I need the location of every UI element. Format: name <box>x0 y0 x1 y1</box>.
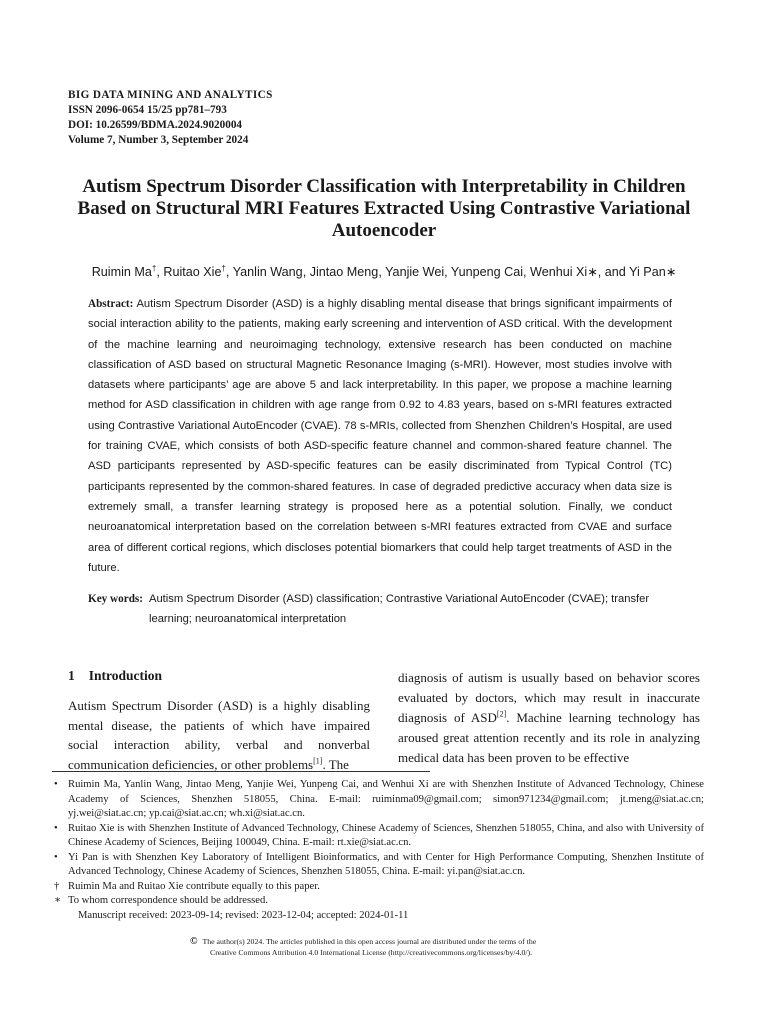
author-name: Yi Pan <box>629 265 666 280</box>
intro-right-text: diagnosis of autism is usually based on behavior scores evaluated by doctors, which may result in inaccurate diagnosis of ASD <box>398 670 700 726</box>
manuscript-dates: Manuscript received: 2023-09-14; revised: 2023-12-04; accepted: 2024-01-11 <box>78 909 409 921</box>
footnote-bullet: • <box>54 822 58 834</box>
footnote-bullet: • <box>54 779 58 790</box>
intro-left-column <box>68 696 370 774</box>
citation-ref[interactable]: [2] <box>496 709 507 719</box>
author-mark: † <box>151 264 157 273</box>
footnote <box>54 880 704 895</box>
abstract-label: Abstract: <box>88 298 134 310</box>
author-separator: , <box>378 265 386 280</box>
keywords <box>88 590 672 629</box>
author-mark: † <box>221 264 226 273</box>
license-line-1: The author(s) 2024. The articles published in this open access journal are distributed under the terms of the <box>202 937 537 946</box>
footnote-mark: ∗ <box>54 895 62 906</box>
intro-right-column <box>398 668 700 768</box>
author-separator: , <box>302 265 310 280</box>
footnote-bullet: • <box>54 851 58 863</box>
author-name: Ruimin Ma <box>91 265 152 280</box>
intro-left-text: Autism Spectrum Disorder (ASD) is a highly disabling mental disease, the patients of which have impaired social interaction ability, verbal and nonverbal communication deficiencies, or other problems <box>68 698 370 772</box>
volume-line: Volume 7, Number 3, September 2024 <box>68 134 249 146</box>
footnote-text: Ruimin Ma and Ruitao Xie contribute equally to this paper. <box>68 880 320 892</box>
author <box>385 265 451 279</box>
journal-name: BIG DATA MINING AND ANALYTICS <box>68 89 273 101</box>
intro-left-tail: . The <box>322 756 349 772</box>
author-name: Yanjie Wei <box>385 265 445 280</box>
author-separator: , <box>225 265 233 280</box>
author <box>451 265 530 279</box>
author <box>530 265 629 279</box>
author <box>163 265 232 279</box>
author-separator: , and <box>597 265 630 280</box>
author <box>92 265 164 279</box>
footnote-text: Yi Pan is with Shenzhen Key Laboratory of Intelligent Bioinformatics, and with Center for High Performance Computing, Shenzhen Institute of Advanced Technology, Chinese Academy of Sciences, Shenzhen 518055, China. E-mail: yi.pan@siat.ac.cn. <box>68 851 704 877</box>
citation-ref[interactable]: [1] <box>313 756 323 766</box>
keywords-label: Key words: <box>88 593 143 605</box>
issn-line: ISSN 2096-0654 15/25 pp781–793 <box>68 104 227 116</box>
author-mark: ∗ <box>587 265 598 280</box>
footnote <box>54 851 704 880</box>
footnote <box>54 778 704 822</box>
journal-header <box>68 88 273 148</box>
abstract-text: Autism Spectrum Disorder (ASD) is a highly disabling mental disease that brings significant impairments of social interaction ability to the patients, making early screening and intervention of ASD critical. With the development of the machine learning and neuroimaging technology, extensive research has been conducted on machine classification of ASD based on structural Magnetic Resonance Imaging (s-MRI). However, most studies involve with datasets where participants’ age are above 5 and lack interpretability. In this paper, we propose a machine learning method for ASD classification in children with age range from 0.92 to 4.83 years, based on s-MRI features extracted using Contrastive Variational AutoEncoder (CVAE). 78 s-MRIs, collected from Shenzhen Children’s Hospital, are used for training CVAE, which consists of both ASD-specific feature channel and common-shared feature channel. The ASD participants represented by ASD-specific features can be easily discriminated from Typical Control (TC) participants represented by the common-shared features. In case of degraded predictive accuracy when data size is extremely small, a transfer learning strategy is proposed here as a potential solution. Finally, we conduct neuroanatomical interpretation based on the correlation between s-MRI features extracted from CVAE and surface area of different cortical regions, which discloses potential biomarkers that could help target treatments of ASD in the future. <box>88 298 672 574</box>
author-name: Ruitao Xie <box>163 265 222 280</box>
author <box>310 265 385 279</box>
author <box>233 265 310 279</box>
footnote-text: Ruimin Ma, Yanlin Wang, Jintao Meng, Yanjie Wei, Yunpeng Cai, and Wenhui Xi are with Shenzhen Institute of Advanced Technology, Chinese Academy of Sciences, Shenzhen 518055, China. E-mail: ruiminma09@gmail.com; simon971234@gmail.com; jt.meng@siat.ac.cn; yj.wei@siat.ac.cn; yp.cai@siat.ac.cn; wh.xi@siat.ac.cn. <box>68 779 704 819</box>
footnote-divider <box>52 771 430 772</box>
section-heading <box>68 668 162 684</box>
license-notice <box>190 936 590 958</box>
author-list <box>40 264 728 279</box>
section-number: 1 <box>68 668 75 683</box>
keywords-text: Autism Spectrum Disorder (ASD) classification; Contrastive Variational AutoEncoder (CVAE); transfer learning; neuroanatomical interpretation <box>149 593 650 625</box>
section-title: Introduction <box>88 668 163 683</box>
footnotes <box>54 778 704 923</box>
abstract <box>88 294 672 578</box>
author-name: Jintao Meng <box>309 265 379 280</box>
footnote <box>54 822 704 851</box>
doi-line: DOI: 10.26599/BDMA.2024.9020004 <box>68 119 243 131</box>
author-separator: , <box>523 265 531 280</box>
paper-title: Autism Spectrum Disorder Classification with Interpretability in Children Based on Structural MRI Features Extracted Using Contrastive Variational Autoencoder <box>77 176 691 241</box>
footnote <box>54 894 704 909</box>
footnote-mark: † <box>54 880 60 892</box>
author-name: Wenhui Xi <box>530 265 588 280</box>
author-name: Yunpeng Cai <box>450 265 524 280</box>
author <box>629 265 676 279</box>
footnote-text: To whom correspondence should be addressed. <box>68 895 268 906</box>
license-line-2: Creative Commons Attribution 4.0 International License (http://creativecommons.org/licenses/by/4.0/). <box>210 948 533 957</box>
author-mark: ∗ <box>665 265 677 280</box>
author-separator: , <box>156 265 164 280</box>
author-separator: , <box>444 265 451 280</box>
author-name: Yanlin Wang <box>232 265 303 280</box>
copyright-icon: © <box>190 936 198 947</box>
intro-right-tail: . Machine learning technology has aroused great attention recently and its role in analyzing medical data has been proven to be effective <box>398 710 700 766</box>
footnote-text: Ruitao Xie is with Shenzhen Institute of Advanced Technology, Chinese Academy of Sciences, Shenzhen 518055, China, and also with University of Chinese Academy of Sciences, Beijing 100049, China. E-mail: rt.xie@siat.ac.cn. <box>68 822 704 848</box>
